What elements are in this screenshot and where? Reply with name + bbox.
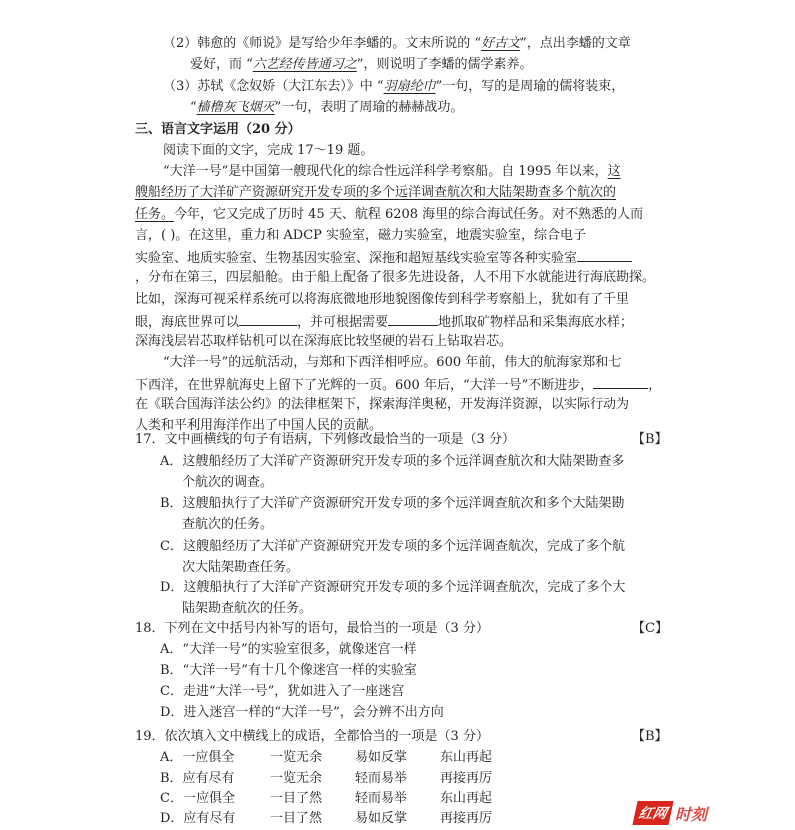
q19-cell: C．一应俱全 bbox=[160, 791, 235, 806]
q18-option-c: C．走进“大洋一号”，犹如进入了一座迷宫 bbox=[160, 684, 405, 699]
q19-cell: 一目了然 bbox=[270, 811, 323, 826]
passage-line: “大洋一号”是中国第一艘现代化的综合性远洋科学考察船。自 1995 年以来，这 bbox=[163, 164, 621, 179]
passage-line-underlined: 艘船经历了大洋矿产资源研究开发专项的多个远洋调查航次和大陆架勘查多个航次的 bbox=[135, 185, 617, 200]
question-18-answer: 【C】 bbox=[632, 621, 668, 636]
passage-line: 深海浅层岩芯取样钻机可以在深海底比较坚硬的岩石上钻取岩芯。 bbox=[135, 334, 513, 349]
q19-cell: 一览无余 bbox=[270, 750, 323, 765]
section-heading: 三、语言文字运用（20 分） bbox=[135, 122, 301, 137]
passage-line: 比如，深海可视采样系统可以将海底微地形地貌图像传到科学考察船上，犹如有了千里 bbox=[135, 292, 630, 307]
passage-line: 人类和平利用海洋作出了中国人民的贡献。 bbox=[135, 418, 383, 433]
q19-cell: 轻而易举 bbox=[355, 791, 408, 806]
watermark-box: 红网 bbox=[632, 801, 673, 825]
question-19-stem: 19．依次填入文中横线上的成语，全都恰当的一项是（3 分） bbox=[135, 729, 489, 744]
q19-cell: 东山再起 bbox=[440, 750, 493, 765]
answer-handwritten: 好古文 bbox=[481, 36, 521, 51]
poem-item-3-line-1: （3）苏轼《念奴娇（大江东去）》中 “羽扇纶巾”一句，写的是周瑜的儒将装束， bbox=[163, 79, 625, 94]
question-17-answer: 【B】 bbox=[632, 432, 668, 447]
answer-handwritten: 樯橹灰飞烟灭 bbox=[196, 100, 275, 115]
section-instruction: 阅读下面的文字，完成 17～19 题。 bbox=[163, 143, 374, 158]
fill-blank bbox=[593, 374, 648, 389]
q19-cell: B．应有尽有 bbox=[160, 771, 235, 786]
q19-cell: 易如反掌 bbox=[355, 811, 408, 826]
q17-option-d: D．这艘船执行了大洋矿产资源研究开发专项的多个远洋调查航次，完成了多个大 bbox=[160, 580, 626, 595]
q19-cell: D．应有尽有 bbox=[160, 811, 236, 826]
passage-line: 在《联合国海洋法公约》的法律框架下，探索海洋奥秘，开发海洋资源，以实际行动为 bbox=[135, 397, 630, 412]
watermark-logo bbox=[635, 798, 785, 828]
question-17-stem: 17．文中画横线的句子有语病，下列修改最恰当的一项是（3 分） bbox=[135, 432, 515, 447]
q17-option-a: A．这艘船经历了大洋矿产资源研究开发专项的多个远洋调查航次和大陆架勘查多 bbox=[160, 454, 625, 469]
q19-cell: 东山再起 bbox=[440, 791, 493, 806]
q18-option-b: B．“大洋一号”有十几个像迷宫一样的实验室 bbox=[160, 663, 417, 678]
passage-line: “大洋一号”的远航活动，与郑和下西洋相呼应。600 年前，伟大的航海家郑和七 bbox=[163, 355, 622, 370]
question-18-stem: 18．下列在文中括号内补写的语句，最恰当的一项是（3 分） bbox=[135, 621, 489, 636]
fill-blank bbox=[388, 311, 438, 326]
passage-line: 下西洋，在世界航海史上留下了光辉的一页。600 年后，“大洋一号”不断进步， ， bbox=[135, 374, 661, 394]
q17-option-c-cont: 次大陆架勘查任务。 bbox=[182, 560, 300, 575]
passage-line: 言，( )。在这里，重力和 ADCP 实验室，磁力实验室，地震实验室，综合电子 bbox=[135, 228, 587, 243]
answer-handwritten: 六艺经传皆通习之 bbox=[252, 57, 357, 72]
q19-cell: A．一应俱全 bbox=[160, 750, 235, 765]
fill-blank bbox=[577, 247, 632, 262]
answer-handwritten: 羽扇纶巾 bbox=[383, 79, 436, 94]
passage-line: 实验室、地质实验室、生物基因实验室、深拖和超短基线实验室等各种实验室 bbox=[135, 247, 632, 267]
q18-option-a: A．“大洋一号”的实验室很多，就像迷宫一样 bbox=[160, 642, 417, 657]
q17-option-b-cont: 查航次的任务。 bbox=[182, 517, 274, 532]
passage-line: 任务。今年，它又完成了历时 45 天、航程 6208 海里的综合海试任务。对不熟悉的人而 bbox=[135, 207, 644, 222]
passage-line: ，分布在第三，四层船舱。由于船上配备了很多先进设备，人不用下水就能进行海底勘探。 bbox=[135, 270, 656, 285]
q19-cell: 再接再厉 bbox=[440, 771, 493, 786]
q19-cell: 一览无余 bbox=[270, 771, 323, 786]
q19-cell: 轻而易举 bbox=[355, 771, 408, 786]
q17-option-c: C．这艘船经历了大洋矿产资源研究开发专项的多个远洋调查航次，完成了多个航 bbox=[160, 539, 625, 554]
poem-item-3-line-2: “樯橹灰飞烟灭”一句，表明了周瑜的赫赫战功。 bbox=[190, 100, 464, 115]
q18-option-d: D．进入迷宫一样的“大洋一号”，会分辨不出方向 bbox=[160, 705, 444, 720]
fill-blank bbox=[239, 311, 297, 326]
q17-option-b: B．这艘船执行了大洋矿产资源研究开发专项的多个远洋调查航次和多个大陆架勘 bbox=[160, 496, 625, 511]
passage-line: 眼，海底世界可以 ，并可根据需要 地抓取矿物样品和采集海底水样； bbox=[135, 311, 633, 331]
q19-cell: 易如反掌 bbox=[355, 750, 408, 765]
q17-option-d-cont: 陆架勘查航次的任务。 bbox=[182, 601, 313, 616]
q17-option-a-cont: 个航次的调查。 bbox=[182, 475, 274, 490]
q19-cell: 一目了然 bbox=[270, 791, 323, 806]
q19-cell: 再接再厉 bbox=[440, 811, 493, 826]
poem-item-2-line-2: 爱好，而 “六艺经传皆通习之”，则说明了李蟠的儒学素养。 bbox=[190, 57, 533, 72]
watermark-text: 时刻 bbox=[675, 804, 708, 824]
question-19-answer: 【B】 bbox=[632, 729, 668, 744]
poem-item-2-line-1: （2）韩愈的《师说》是写给少年李蟠的。文末所说的 “好古文”，点出李蟠的文章 bbox=[163, 36, 631, 51]
